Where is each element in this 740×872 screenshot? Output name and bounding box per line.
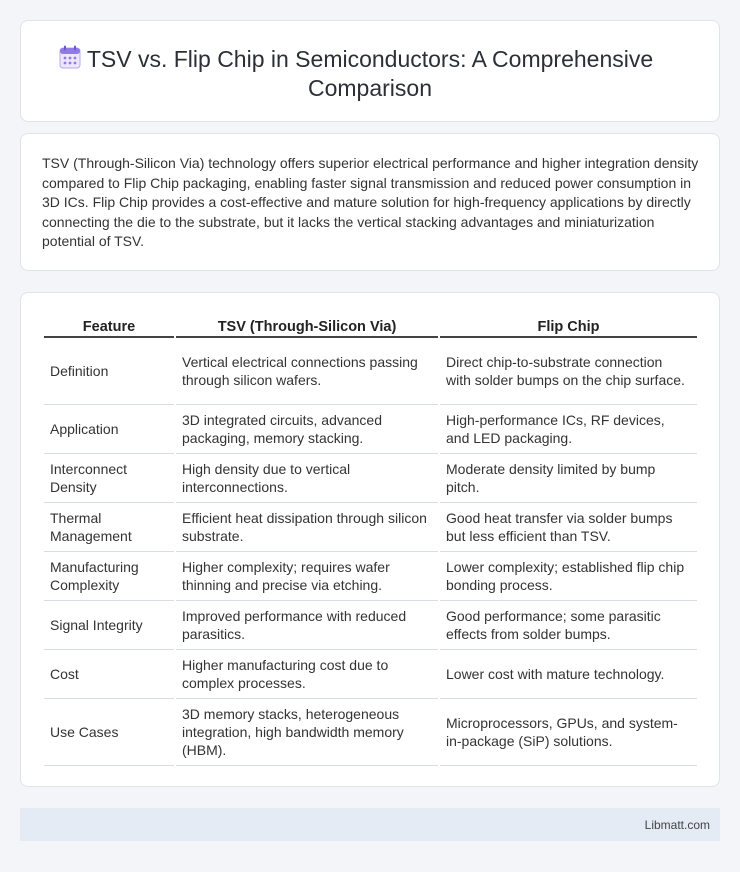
feature-cell: Definition (44, 338, 174, 405)
tsv-cell: Improved performance with reduced parasitics. (176, 601, 438, 650)
tsv-cell: 3D memory stacks, heterogeneous integration, high bandwidth memory (HBM). (176, 699, 438, 766)
tsv-cell: High density due to vertical interconnections. (176, 454, 438, 503)
table-row (44, 405, 697, 454)
tsv-cell: Efficient heat dissipation through silicon substrate. (176, 503, 438, 552)
table-row (44, 552, 697, 601)
flip-chip-cell: Lower complexity; established flip chip bonding process. (440, 552, 697, 601)
table-row (44, 650, 697, 699)
feature-cell: Manufacturing Complexity (44, 552, 174, 601)
footer-brand-link[interactable]: Libmatt.com (644, 818, 710, 832)
flip-chip-cell: Lower cost with mature technology. (440, 650, 697, 699)
summary-text: TSV (Through-Silicon Via) technology offers superior electrical performance and higher integration density compared to Flip Chip packaging, enabling faster signal transmission and reduced power consumption in 3D ICs. Flip Chip provides a cost-effective and mature solution for high-frequency applications by directly connecting the die to the substrate, but it lacks the vertical stacking advantages and miniaturization potential of TSV. (42, 155, 699, 249)
feature-cell: Cost (44, 650, 174, 699)
feature-cell: Signal Integrity (44, 601, 174, 650)
header-feature: Feature (44, 314, 174, 338)
header-tsv: TSV (Through-Silicon Via) (176, 314, 438, 338)
tsv-cell: Higher complexity; requires wafer thinning and precise via etching. (176, 552, 438, 601)
table-row (44, 503, 697, 552)
tsv-cell: Vertical electrical connections passing through silicon wafers. (176, 338, 438, 405)
table-row (44, 699, 697, 766)
flip-chip-cell: Microprocessors, GPUs, and system-in-package (SiP) solutions. (440, 699, 697, 766)
title-card (20, 20, 720, 122)
comparison-card (20, 292, 720, 787)
feature-cell: Use Cases (44, 699, 174, 766)
header-flip-chip: Flip Chip (440, 314, 697, 338)
footer (20, 808, 720, 841)
tsv-cell: Higher manufacturing cost due to complex processes. (176, 650, 438, 699)
table-row (44, 454, 697, 503)
feature-cell: Application (44, 405, 174, 454)
flip-chip-cell: Direct chip-to-substrate connection with solder bumps on the chip surface. (440, 338, 697, 405)
table-row (44, 601, 697, 650)
comparison-table (42, 314, 699, 766)
feature-cell: Interconnect Density (44, 454, 174, 503)
table-row (44, 338, 697, 405)
page-title: TSV vs. Flip Chip in Semiconductors: A Comprehensive Comparison (86, 46, 654, 101)
feature-cell: Thermal Management (44, 503, 174, 552)
flip-chip-cell: Moderate density limited by bump pitch. (440, 454, 697, 503)
table-header-row (44, 314, 697, 338)
flip-chip-cell: Good heat transfer via solder bumps but less efficient than TSV. (440, 503, 697, 552)
tsv-cell: 3D integrated circuits, advanced packaging, memory stacking. (176, 405, 438, 454)
summary-card (20, 133, 720, 271)
flip-chip-cell: Good performance; some parasitic effects from solder bumps. (440, 601, 697, 650)
flip-chip-cell: High-performance ICs, RF devices, and LED packaging. (440, 405, 697, 454)
